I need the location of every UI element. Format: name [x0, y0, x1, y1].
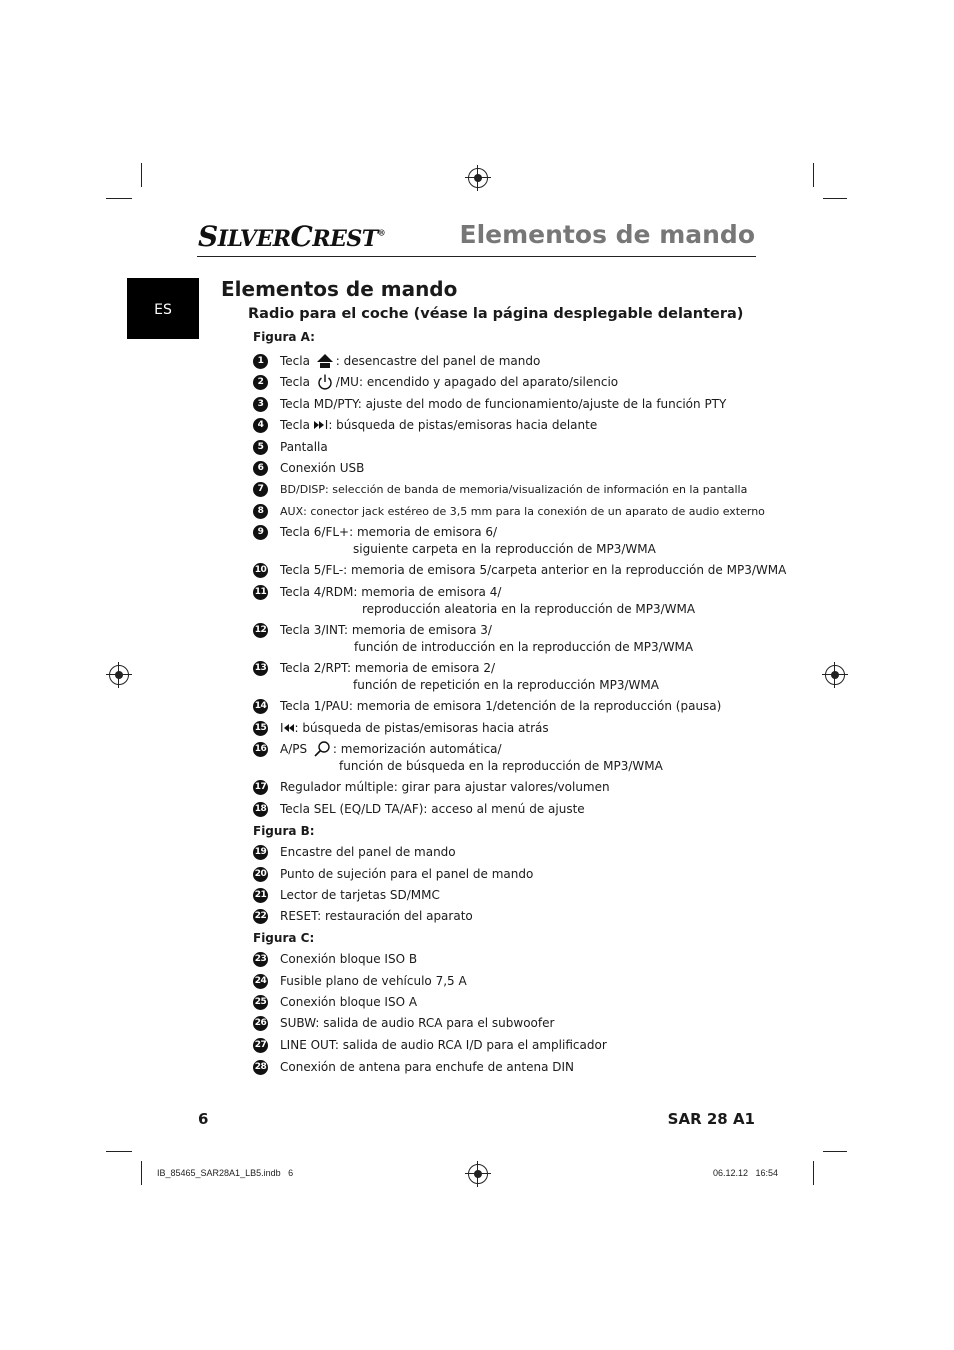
crop-mark [823, 198, 847, 199]
crop-mark [141, 163, 142, 187]
item-number: 14 [253, 699, 268, 714]
item-number: 17 [253, 780, 268, 795]
language-tab: ES [127, 278, 199, 339]
model-number: SAR 28 A1 [667, 1110, 755, 1128]
brand-logo: SILVERCREST® [198, 220, 386, 253]
figure-label: Figura B: [253, 824, 315, 838]
item-number: 1 [253, 354, 268, 369]
crop-mark [141, 1161, 142, 1185]
eject-icon [316, 353, 334, 369]
list-item: 27 LINE OUT: salida de audio RCA I/D para el amplificador [254, 1038, 607, 1052]
item-number: 4 [253, 418, 268, 433]
item-number: 12 [253, 623, 268, 638]
print-slug-file: IB_85465_SAR28A1_LB5.indb 6 [157, 1168, 294, 1178]
section-subtitle: Radio para el coche (véase la página desplegable delantera) [248, 306, 744, 322]
list-item: 10 Tecla 5/FL-: memoria de emisora 5/carpeta anterior en la reproducción de MP3/WMA [254, 563, 787, 577]
item-number: 18 [253, 802, 268, 817]
list-item: 3 Tecla MD/PTY: ajuste del modo de funcionamiento/ajuste de la función PTY [253, 396, 726, 413]
figure-label: Figura A: [253, 330, 315, 344]
list-item: 23 Conexión bloque ISO B [254, 952, 418, 966]
list-item: 17 Regulador múltiple: girar para ajustar valores/volumen [254, 780, 610, 794]
item-number: 7 [253, 482, 268, 497]
item-number: 20 [253, 867, 268, 882]
item-number: 19 [253, 845, 268, 860]
list-item: 16 A/PS : memorización automática/ función de búsqueda en la reproducción de MP3/WMA [254, 742, 663, 773]
crop-mark [106, 198, 132, 199]
list-item: 15 I : búsqueda de pistas/emisoras hacia atrás [254, 721, 549, 735]
registration-mark-icon [468, 168, 488, 188]
item-number: 9 [253, 525, 268, 540]
item-number: 10 [253, 563, 268, 578]
crop-mark [813, 1161, 814, 1185]
list-item: 13 Tecla 2/RPT: memoria de emisora 2/ función de repetición en la reproducción MP3/WMA [254, 661, 659, 692]
list-item: 19 Encastre del panel de mando [254, 845, 456, 859]
list-item: 9 Tecla 6/FL+: memoria de emisora 6/ siguiente carpeta en la reproducción de MP3/WMA [253, 524, 656, 558]
item-number: 2 [253, 375, 268, 390]
item-number: 6 [253, 461, 268, 476]
list-item: 7 BD/DISP: selección de banda de memoria/visualización de información en la pantalla [253, 481, 747, 498]
item-number: 27 [253, 1038, 268, 1053]
rewind-icon [284, 720, 295, 736]
item-number: 26 [253, 1016, 268, 1031]
list-item: 24 Fusible plano de vehículo 7,5 A [254, 974, 467, 988]
list-item: 5 Pantalla [253, 439, 328, 456]
figure-label: Figura C: [253, 931, 315, 945]
list-item: 18 Tecla SEL (EQ/LD TA/AF): acceso al menú de ajuste [254, 802, 585, 816]
header-rule [197, 256, 756, 257]
list-item: 8 AUX: conector jack estéreo de 3,5 mm para la conexión de un aparato de audio externo [253, 503, 765, 520]
crop-mark [813, 163, 814, 187]
section-title: Elementos de mando [221, 277, 458, 301]
crop-mark [823, 1151, 847, 1152]
item-number: 15 [253, 721, 268, 736]
item-number: 28 [253, 1060, 268, 1075]
list-item: 21 Lector de tarjetas SD/MMC [254, 888, 440, 902]
list-item: 22 RESET: restauración del aparato [254, 909, 473, 923]
item-number: 8 [253, 504, 268, 519]
item-number: 11 [253, 585, 268, 600]
list-item: 12 Tecla 3/INT: memoria de emisora 3/ función de introducción en la reproducción de MP3/WMA [254, 623, 694, 654]
item-number: 23 [253, 952, 268, 967]
list-item: 14 Tecla 1/PAU: memoria de emisora 1/detención de la reproducción (pausa) [254, 699, 722, 713]
power-icon [316, 374, 334, 390]
list-item: 1 Tecla : desencastre del panel de mando [253, 353, 540, 370]
list-item: 28 Conexión de antena para enchufe de antena DIN [254, 1060, 575, 1074]
registration-mark-icon [468, 1164, 488, 1184]
crop-mark [106, 1151, 132, 1152]
list-item: 26 SUBW: salida de audio RCA para el subwoofer [254, 1016, 555, 1030]
list-item: 4 Tecla I: búsqueda de pistas/emisoras hacia delante [253, 417, 597, 434]
header-title: Elementos de mando [459, 220, 755, 249]
item-number: 25 [253, 995, 268, 1010]
item-number: 24 [253, 974, 268, 989]
item-number: 22 [253, 909, 268, 924]
list-item: 20 Punto de sujeción para el panel de mando [254, 867, 534, 881]
item-number: 13 [253, 661, 268, 676]
list-item: 2 Tecla /MU: encendido y apagado del aparato/silencio [253, 374, 618, 391]
page-number: 6 [198, 1110, 209, 1128]
registration-mark-icon [825, 665, 845, 685]
item-number: 5 [253, 440, 268, 455]
list-item: 25 Conexión bloque ISO A [254, 995, 418, 1009]
list-item: 11 Tecla 4/RDM: memoria de emisora 4/ reproducción aleatoria en la reproducción de MP3/WMA [254, 585, 696, 616]
search-icon [313, 741, 331, 757]
fast-forward-icon [314, 417, 325, 433]
list-item: 6 Conexión USB [253, 460, 364, 477]
item-number: 21 [253, 888, 268, 903]
item-number: 3 [253, 397, 268, 412]
item-number: 16 [253, 742, 268, 757]
registration-mark-icon [109, 665, 129, 685]
print-slug-date: 06.12.12 16:54 [712, 1168, 778, 1178]
